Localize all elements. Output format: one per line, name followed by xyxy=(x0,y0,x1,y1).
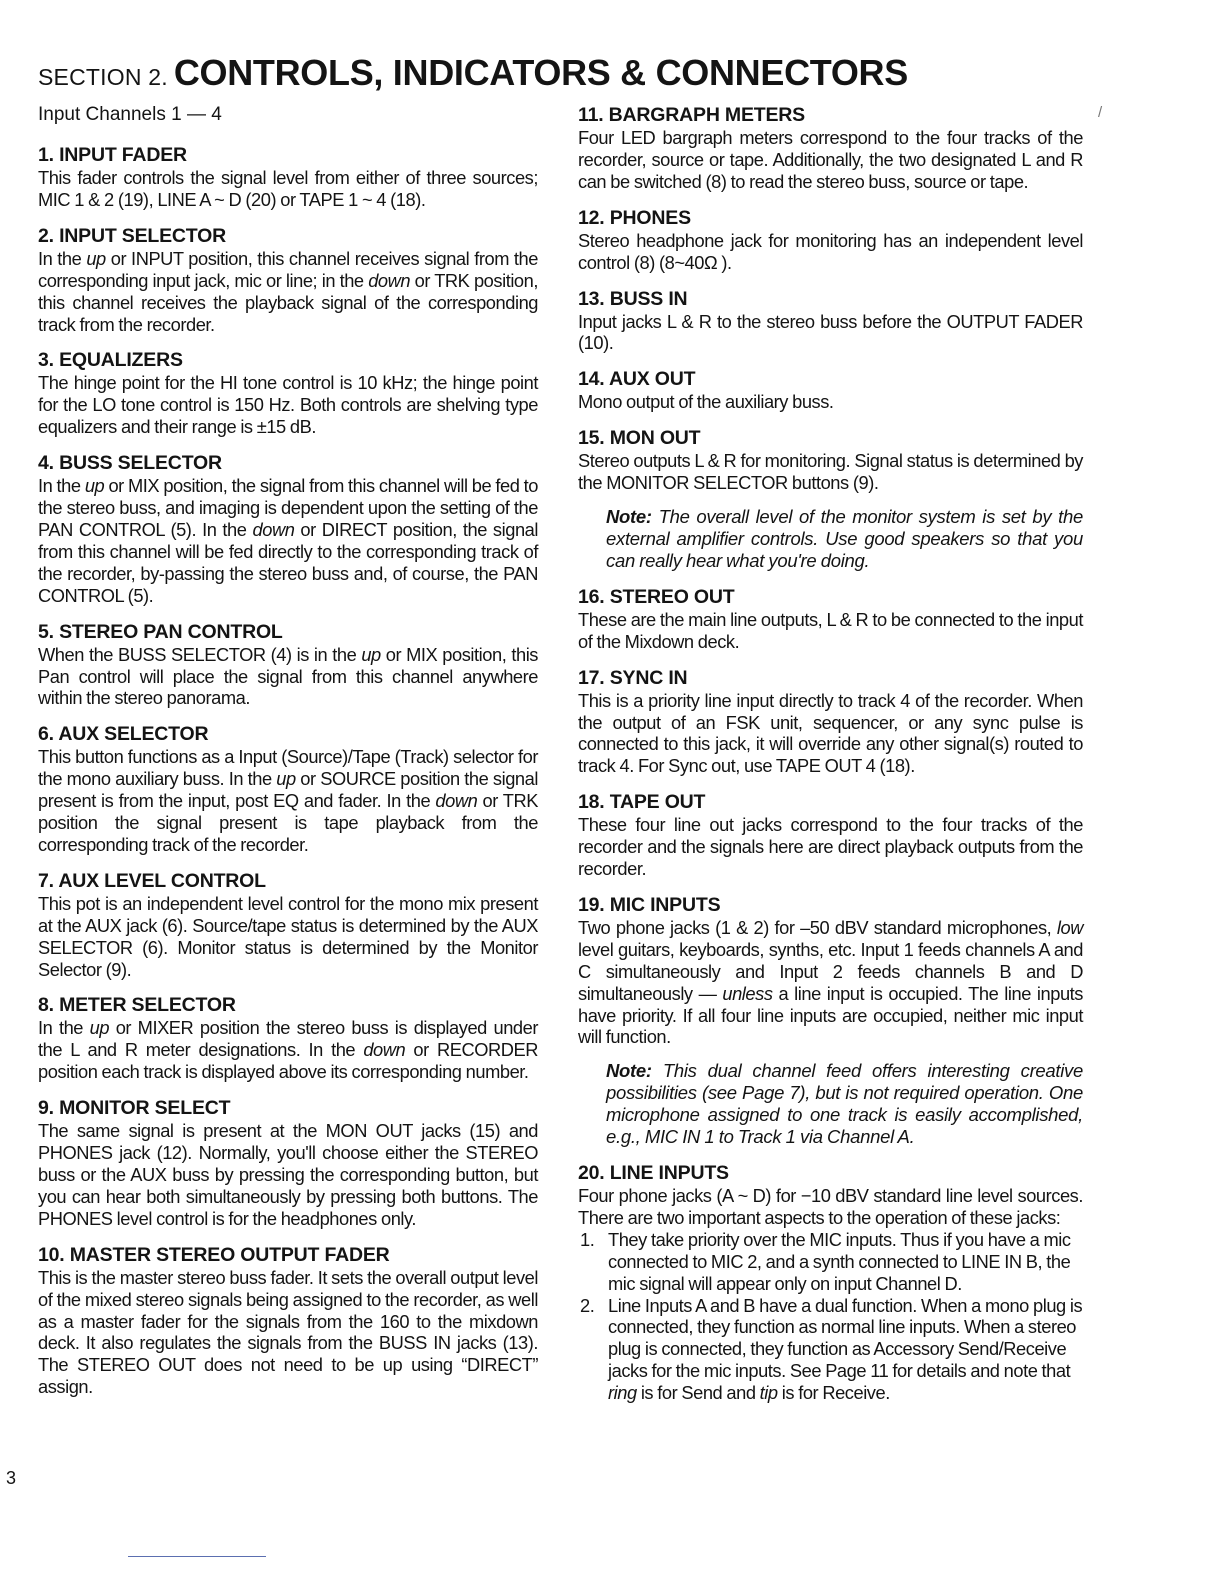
emphasis-text: up xyxy=(84,475,105,497)
note-text xyxy=(606,506,1083,572)
section-item xyxy=(38,621,538,710)
emphasis-text: ring xyxy=(608,1382,637,1404)
emphasis-text: unless xyxy=(722,982,773,1004)
item-title: 2. INPUT SELECTOR xyxy=(38,224,227,247)
item-text: The hinge point for the HI tone control is 10 kHz; the hinge point for the LO tone control is 150 Hz. Both controls are shelving type equalizers and their range is ±15 dB. xyxy=(38,372,538,438)
list-number: 2. xyxy=(580,1294,595,1316)
emphasis-text: down xyxy=(363,1039,406,1061)
text-run: or INPUT position, this channel receives signal from the corresponding input jack, mic or line; in the xyxy=(38,247,538,291)
text-run: In the xyxy=(38,247,87,269)
section-item xyxy=(578,288,1083,355)
section-item xyxy=(38,144,538,211)
item-title: 4. BUSS SELECTOR xyxy=(38,452,222,475)
item-title: 5. STEREO PAN CONTROL xyxy=(38,620,283,643)
section-title: CONTROLS, INDICATORS & CONNECTORS xyxy=(173,52,908,93)
section-item xyxy=(578,667,1083,778)
text-run: a line input is occupied. The line inputs have priority. If all four line inputs are occupied, neither mic input will function. xyxy=(578,982,1083,1048)
numbered-list xyxy=(578,1229,1083,1404)
emphasis-text: down xyxy=(252,518,295,540)
section-item xyxy=(38,1097,538,1230)
note-label: Note: xyxy=(606,506,652,528)
section-item xyxy=(578,791,1083,880)
item-text xyxy=(578,917,1083,1048)
item-text: This is a priority line input directly to track 4 of the recorder. When the output of an FSK unit, sequencer, or any sync pulse is connected to this jack, it will override any other signal(s) routed to track 4. For Sync out, use TAPE OUT 4 (18). xyxy=(578,689,1083,777)
item-text: These four line out jacks correspond to the four tracks of the recorder and the signals here are direct playback outputs from the recorder. xyxy=(578,814,1083,880)
section-item xyxy=(578,427,1083,572)
emphasis-text: low xyxy=(1056,916,1083,938)
text-run: or RECORDER position each track is displayed above its corresponding number. xyxy=(38,1039,538,1083)
emphasis-text: up xyxy=(89,1017,110,1039)
section-item xyxy=(578,1162,1083,1404)
item-text xyxy=(38,248,538,336)
left-item-list xyxy=(38,144,538,1398)
text-run: When the BUSS SELECTOR (4) is in the xyxy=(38,643,362,665)
emphasis-text: up xyxy=(276,768,296,790)
item-text: Mono output of the auxiliary buss. xyxy=(578,391,834,413)
text-run: or TRK position, this channel receives the playback signal of the corresponding track from the recorder. xyxy=(38,269,538,335)
item-title: 13. BUSS IN xyxy=(578,287,688,310)
text-run: In the xyxy=(38,475,85,497)
emphasis-text: down xyxy=(368,269,411,291)
item-text: The same signal is present at the MON OUT jacks (15) and PHONES jack (12). Normally, you'll choose either the STEREO buss or the AUX buss by pressing the corresponding button, but you can hear both simultaneously by pressing both buttons. The PHONES level control is for the headphones only. xyxy=(38,1120,538,1229)
item-text: This pot is an independent level control for the mono mix present at the AUX jack (6). Source/tape status is determined by the AUX SELECTOR (6). Monitor status is determined by the Monitor Selector (9). xyxy=(38,892,538,980)
item-text: Input jacks L & R to the stereo buss before the OUTPUT FADER (10). xyxy=(578,310,1083,354)
item-title: 19. MIC INPUTS xyxy=(578,893,721,916)
corner-mark: / xyxy=(1098,104,1103,121)
item-text: This fader controls the signal level from either of three sources; MIC 1 & 2 (19), LINE A ~ D (20) or TAPE 1 ~ 4 (18). xyxy=(38,167,538,210)
section-heading xyxy=(38,52,908,94)
item-text xyxy=(38,1017,538,1083)
item-title: 11. BARGRAPH METERS xyxy=(578,104,805,126)
text-run: Two phone jacks (1 & 2) for –50 dBV standard microphones, xyxy=(578,916,1057,938)
item-title: 20. LINE INPUTS xyxy=(578,1162,729,1184)
column-header: Input Channels 1 — 4 xyxy=(38,104,222,125)
section-item xyxy=(578,104,1083,193)
item-title: 15. MON OUT xyxy=(578,427,701,450)
list-item xyxy=(578,1295,1083,1405)
section-item xyxy=(38,1244,538,1398)
item-text: This is the master stereo buss fader. It sets the overall output level of the mixed stereo signals being assigned to the recorder, as well as a master fader for the signals from the 160 to the mixdown deck. It also regulates the signals from the BUSS IN jacks (13). The STEREO OUT does not need to be up using “DIRECT” assign. xyxy=(38,1266,538,1398)
text-run: This button functions as a Input (Source)/Tape (Track) selector for the mono auxiliary buss. In the xyxy=(38,746,538,790)
item-text: Four LED bargraph meters correspond to the four tracks of the recorder, source or tape. Additionally, the two designated L and R can be switched (8) to read the stereo buss, source or tape. xyxy=(578,127,1083,192)
note-label: Note: xyxy=(606,1060,652,1082)
item-title: 3. EQUALIZERS xyxy=(38,349,183,372)
text-run: or SOURCE position the signal present is from the input, post EQ and fader. In the xyxy=(38,768,538,812)
section-item xyxy=(38,349,538,438)
text-run: They take priority over the MIC inputs. Thus if you have a mic connected to MIC 2, and a synth connected to LINE IN B, the mic signal will appear only on input Channel D. xyxy=(608,1228,1071,1294)
note-block xyxy=(606,1060,1083,1148)
left-column xyxy=(38,104,538,1412)
section-item xyxy=(38,870,538,981)
footer-rule xyxy=(128,1556,266,1557)
section-item xyxy=(578,586,1083,653)
text-run: is for Receive. xyxy=(777,1382,890,1404)
item-text xyxy=(38,644,538,710)
item-text: Stereo outputs L & R for monitoring. Signal status is determined by the MONITOR SELECTOR buttons (9). xyxy=(578,450,1083,494)
item-title: 10. MASTER STEREO OUTPUT FADER xyxy=(38,1243,390,1266)
note-block xyxy=(606,506,1083,572)
item-title: 1. INPUT FADER xyxy=(38,144,187,166)
text-run: Line Inputs A and B have a dual function. When a mono plug is connected, they function as normal line inputs. When a stereo plug is connected, they function as Accessory Send/Receive jacks for the mic inputs. See Page 11 for details and note that xyxy=(608,1294,1083,1382)
item-title: 12. PHONES xyxy=(578,206,691,229)
note-body: This dual channel feed offers interesting creative possibilities (see Page 7), but is not required operation. One microphone assigned to one track is easily accomplished, e.g., MIC IN 1 to Track 1 via Channel A. xyxy=(606,1060,1083,1148)
section-item xyxy=(578,894,1083,1148)
item-text xyxy=(38,746,538,856)
emphasis-text: tip xyxy=(759,1382,778,1404)
item-title: 7. AUX LEVEL CONTROL xyxy=(38,869,266,892)
item-title: 17. SYNC IN xyxy=(578,666,688,689)
text-run: level guitars, keyboards, synths, etc. Input 1 feeds channels A and C simultaneously and Input 2 feeds channels B and D simultaneously — xyxy=(578,938,1083,1004)
item-title: 8. METER SELECTOR xyxy=(38,994,236,1017)
list-item xyxy=(578,1229,1083,1295)
text-run: or MIX position, this Pan control will place the signal from this channel anywhere within the stereo panorama. xyxy=(38,643,538,709)
page-number: 3 xyxy=(6,1468,17,1488)
item-text: Four phone jacks (A ~ D) for −10 dBV standard line level sources. There are two important aspects to the operation of these jacks: xyxy=(578,1185,1083,1228)
text-run: or DIRECT position, the signal from this channel will be fed directly to the corresponding track of the recorder, by-passing the stereo buss and, of course, the PAN CONTROL (5). xyxy=(38,518,538,606)
emphasis-text: up xyxy=(86,247,106,269)
item-text: These are the main line outputs, L & R to be connected to the input of the Mixdown deck. xyxy=(578,608,1083,652)
text-run: or MIX position, the signal from this channel will be fed to the stereo buss, and imaging is dependent upon the setting of the PAN CONTROL (5). In the xyxy=(38,475,538,540)
item-title: 9. MONITOR SELECT xyxy=(38,1097,231,1120)
section-item xyxy=(578,368,1083,413)
section-item xyxy=(38,225,538,336)
right-column xyxy=(578,104,1083,1418)
emphasis-text: down xyxy=(435,790,478,812)
right-item-list xyxy=(578,104,1083,1404)
list-number: 1. xyxy=(580,1228,595,1250)
emphasis-text: up xyxy=(361,643,381,665)
text-run: is for Send and xyxy=(636,1382,760,1404)
section-item xyxy=(38,994,538,1083)
section-item xyxy=(38,723,538,856)
item-title: 14. AUX OUT xyxy=(578,368,696,391)
section-item xyxy=(38,452,538,606)
note-body: The overall level of the monitor system is set by the external amplifier controls. Use good speakers so that you can really hear what you're doing. xyxy=(606,506,1083,571)
item-text: Stereo headphone jack for monitoring has an independent level control (8) (8~40Ω ). xyxy=(578,229,1083,273)
text-run: In the xyxy=(38,1017,90,1039)
item-title: 18. TAPE OUT xyxy=(578,791,706,814)
text-run: or TRK position the signal present is tape playback from the corresponding track of the recorder. xyxy=(38,790,538,855)
section-label: SECTION 2. xyxy=(38,64,168,90)
item-text xyxy=(38,475,538,606)
note-text xyxy=(606,1060,1083,1148)
item-title: 16. STEREO OUT xyxy=(578,585,735,608)
text-run: or MIXER position the stereo buss is displayed under the L and R meter designations. In the xyxy=(38,1017,538,1061)
section-item xyxy=(578,207,1083,274)
item-title: 6. AUX SELECTOR xyxy=(38,723,209,746)
